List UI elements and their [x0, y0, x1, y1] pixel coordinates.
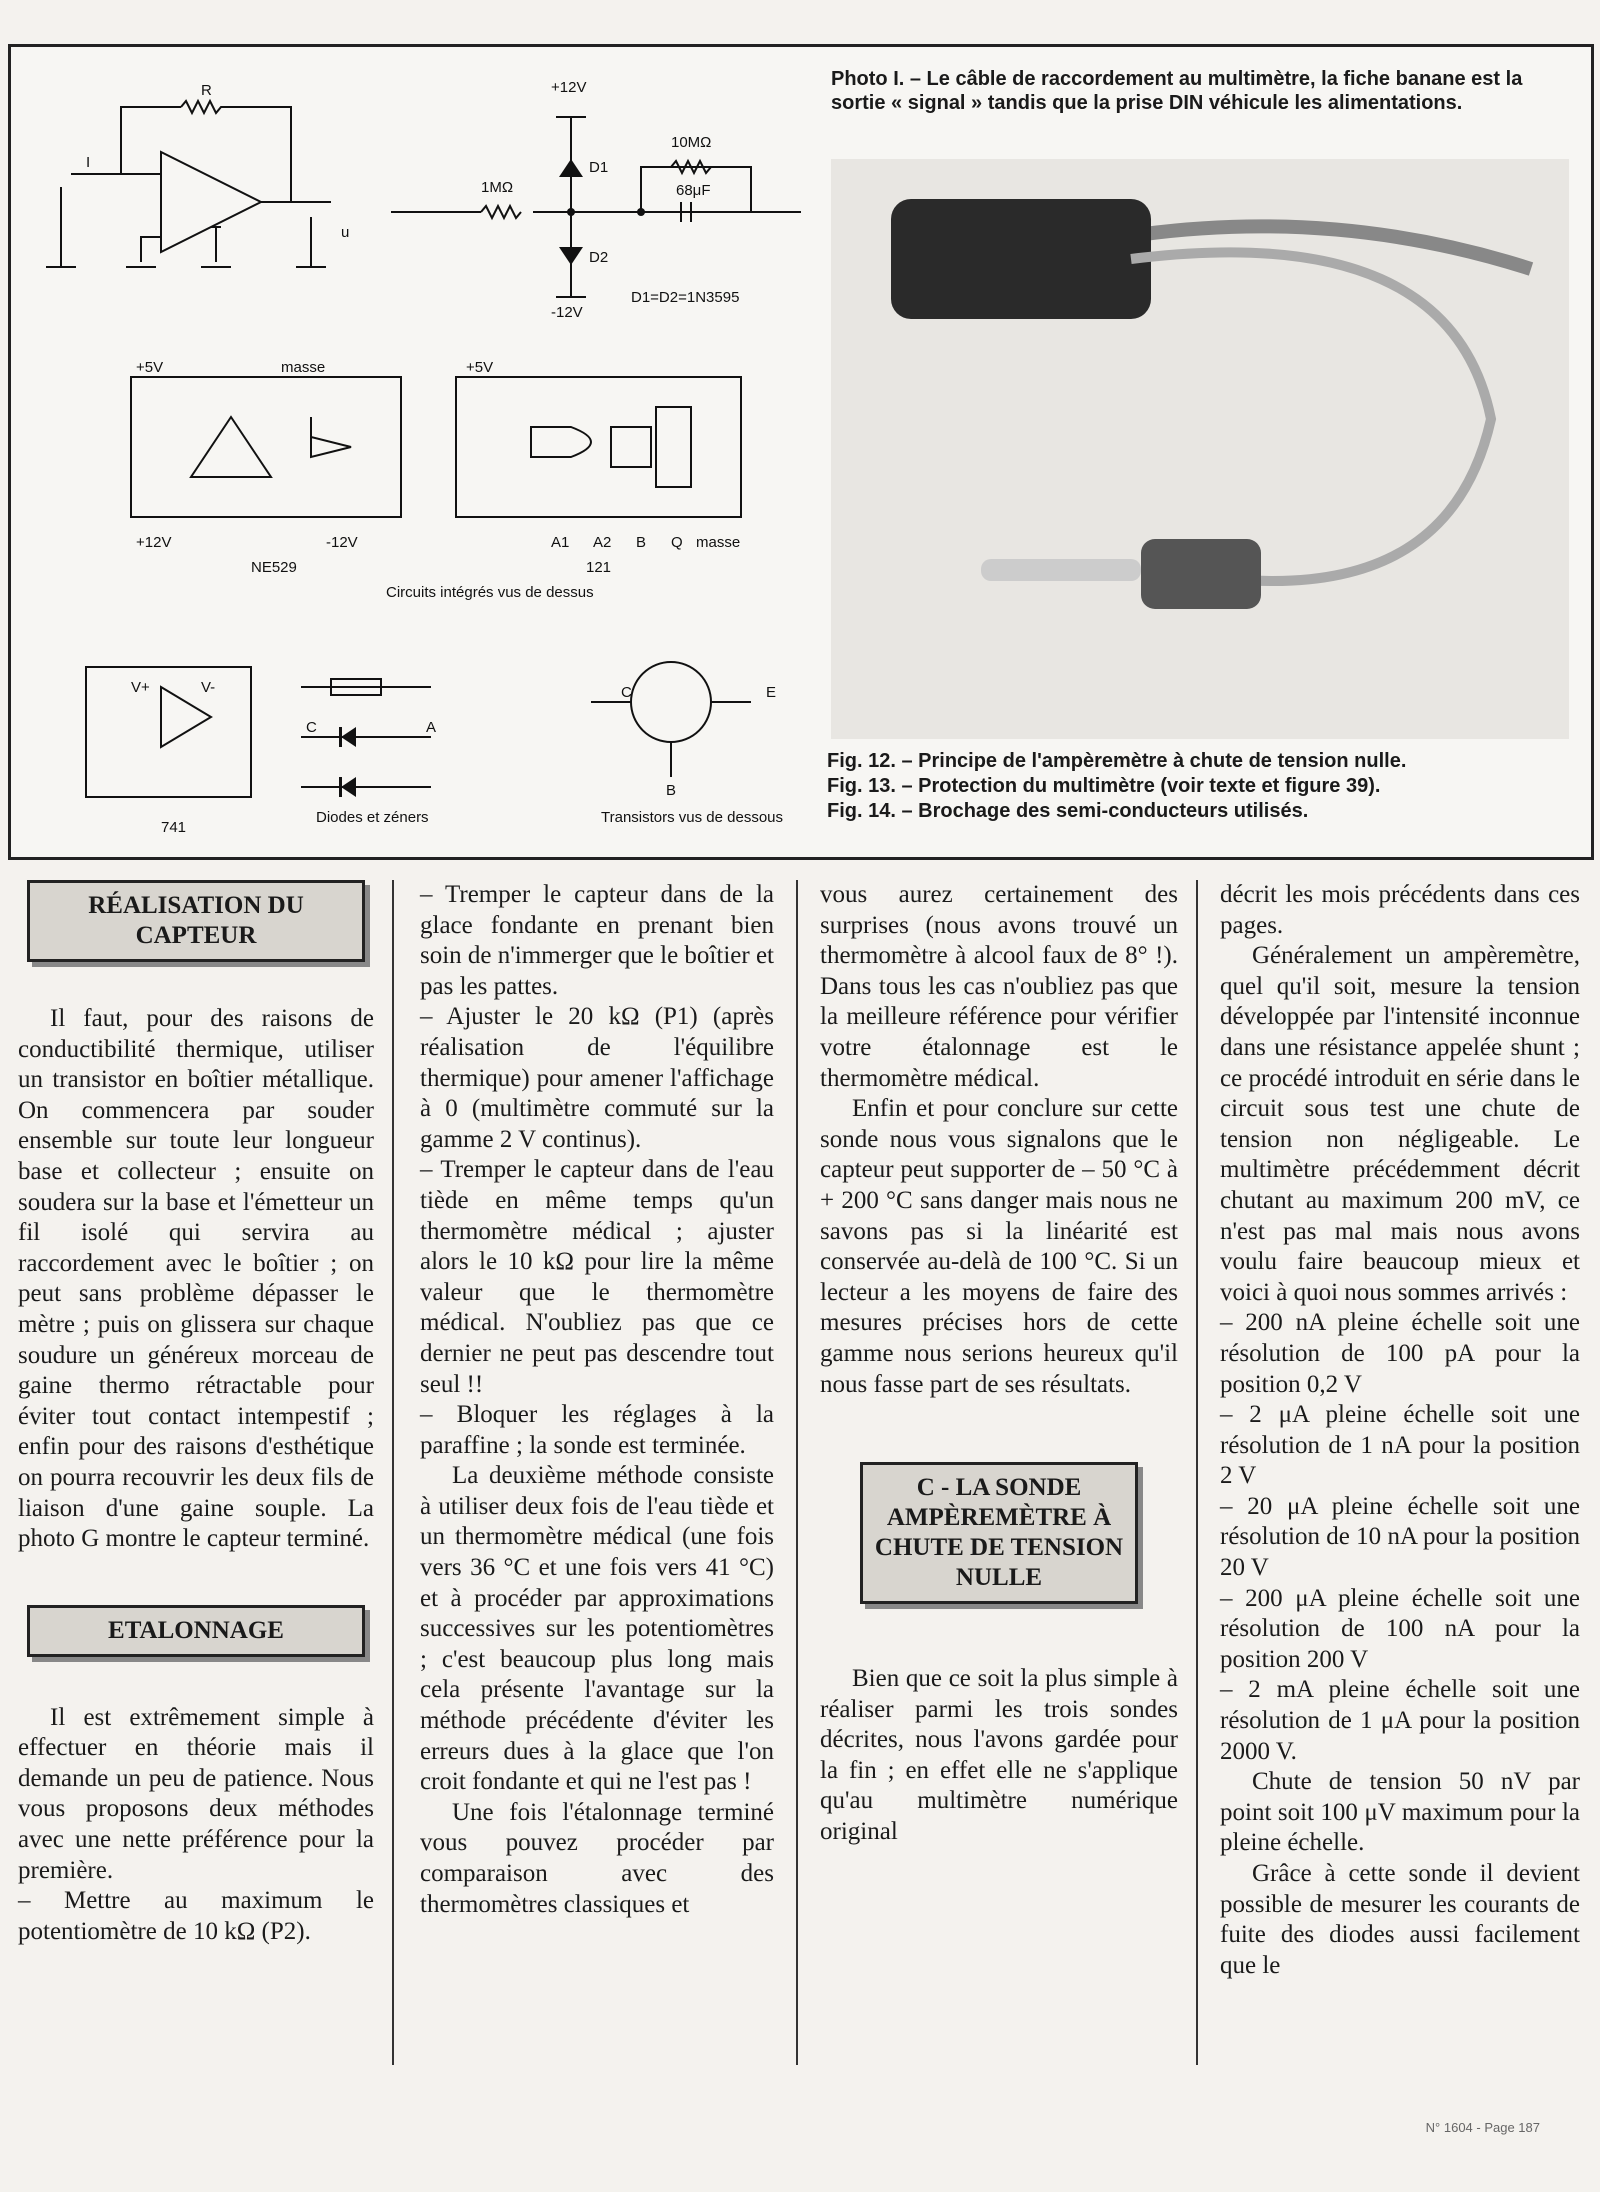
label-68uf: 68μF [676, 182, 711, 199]
label-p12v: +12V [551, 79, 587, 96]
label-m12v: -12V [551, 304, 583, 321]
figure-captions [827, 749, 1587, 824]
col2-p6: Une fois l'étalonnage terminé vous pouvez procéder par comparaison avec des thermomètres classiques et [420, 1798, 774, 1918]
label-5v-a: +5V [136, 359, 164, 376]
label-vminus: V- [201, 679, 216, 696]
label-u: u [341, 224, 350, 241]
fig12-caption: Fig. 12. – Principe de l'ampèremètre à chute de tension nulle. [827, 750, 1407, 772]
col4-p2: Généralement un ampèremètre, quel qu'il soit, mesure la tension développée par l'intensité inconnue dans une résistance appelée shunt ; ce procédé introduit en série dans le circuit sous test une chute de tension non négligeable. Le multimètre précédemment décrit chutant au maximum 200 mV, ce n'est pas mal mais nous avons voulu faire beaucoup mieux et voici à quoi nous sommes arrivés : [1220, 942, 1580, 1306]
label-masse-b: masse [696, 534, 741, 551]
label-b: B [636, 534, 647, 551]
page-number: N° 1604 - Page 187 [1425, 2120, 1540, 2135]
col4-p3: Chute de tension 50 nV par point soit 100 μV maximum pour la pleine échelle. [1220, 1768, 1580, 1857]
column-4 [1220, 880, 1580, 1981]
col4-p1: décrit les mois précédents dans ces pages. [1220, 881, 1580, 939]
diodes-caption: Diodes et zéners [316, 809, 429, 826]
col4-l3: – 20 μA pleine échelle soit une résolution de 10 nA pour la position 20 V [1220, 1492, 1580, 1582]
col2-p5: La deuxième méthode consiste à utiliser deux fois de l'eau tiède et un thermomètre médical (une fois vers 36 °C et une fois vers 41 °C) et à procéder par approximations successives sur les potentiomètres ; c'est beaucoup plus long mais cela présente l'avantage sur la méthode précédente d'éviter les erreurs dues à la glace que l'on croit fondante et qui ne l'est pas ! [420, 1462, 774, 1796]
column-1 [18, 880, 374, 1947]
col4-l1: – 200 nA pleine échelle soit une résolution de 100 pA pour la position 0,2 V [1220, 1309, 1580, 1398]
column-rule [392, 880, 394, 2065]
label-ne529: NE529 [251, 559, 297, 576]
label-1m: 1MΩ [481, 179, 514, 196]
label-tc: C [621, 684, 632, 701]
col2-p4: – Bloquer les réglages à la paraffine ; la sonde est terminée. [420, 1401, 774, 1459]
column-3 [820, 880, 1178, 1848]
col4-p4: Grâce à cette sonde il devient possible de mesurer les courants de fuite des diodes aussi facilement que le [1220, 1860, 1580, 1979]
label-a2: A2 [593, 534, 612, 551]
label-d1: D1 [589, 159, 609, 176]
col2-p3: – Tremper le capteur dans de l'eau tiède en même temps qu'un thermomètre médical ; ajuster alors le 10 kΩ pour lire la même valeur que le thermomètre médical. N'oubliez pas que ce dernier ne peut pas descendre tout seul !! [420, 1156, 774, 1398]
label-12v-b: +12V [136, 534, 172, 551]
col3-p2: Enfin et pour conclure sur cette sonde nous vous signalons que le capteur peut supporter de – 50 °C à + 200 °C sans danger mais nous ne savons pas si la linéarité est conservée au-delà de 100 °C. Si un lecteur a les moyens de faire des mesures précises hors de cette gamme nous serions heureux qu'il nous fasse part de ses résultats. [820, 1095, 1178, 1398]
col1-p3: – Mettre au maximum le potentiomètre de 10 kΩ (P2). [18, 1887, 374, 1945]
label-a1: A1 [551, 534, 570, 551]
label-vplus: V+ [131, 679, 150, 696]
label-I: I [86, 154, 91, 171]
col3-p1: vous aurez certainement des surprises (nous avons trouvé un thermomètre à alcool faux de 8° !). Dans tous les cas n'oubliez pas que la meilleure référence pour vérifier votre étalonnage est le thermomètre médical. [820, 881, 1178, 1092]
col1-p2: Il est extrêmement simple à effectuer en théorie mais il demande un peu de patience. Nous vous proposons deux méthodes avec une nette préférence pour la première. [18, 1703, 374, 1884]
label-tb: B [666, 782, 677, 799]
label-10m: 10MΩ [671, 134, 712, 151]
schematics [11, 47, 821, 857]
label-m12v-b: -12V [326, 534, 358, 551]
column-rule [796, 880, 798, 2065]
label-d2: D2 [589, 249, 609, 266]
fig14-caption: Fig. 14. – Brochage des semi-conducteurs utilisés. [827, 800, 1309, 822]
label-5v-b: +5V [466, 359, 494, 376]
label-a: A [426, 719, 437, 736]
photo-cable [831, 159, 1569, 739]
col2-p1: – Tremper le capteur dans de la glace fondante en prenant bien soin de n'immerger que le boîtier et pas les pattes. [420, 881, 774, 1000]
col1-p1: Il faut, pour des raisons de conductibilité thermique, utiliser un transistor en boîtier métallique. On commencera par souder ensemble sur toute leur longueur base et collecteur ; ensuite on soudera sur la base et l'émetteur un fil isolé qui servira au raccordement avec le boîtier ; on peut sans problème dépasser le mètre ; puis on glissera sur chaque soudure un généreux morceau de gaine thermo rétractable pour éviter tout contact intempestif ; enfin pour des raisons d'esthétique on pourra recouvrir les deux fils de liaison d'une gaine souple. La photo G montre le capteur terminé. [18, 1005, 374, 1553]
label-q: Q [671, 534, 683, 551]
heading-sonde: C - LA SONDE AMPÈREMÈTRE À CHUTE DE TENSION NULLE [860, 1462, 1138, 1604]
heading-realisation: RÉALISATION DU CAPTEUR [27, 880, 365, 962]
col2-p2: – Ajuster le 20 kΩ (P1) (après réalisation de l'équilibre thermique) pour amener l'affichage à 0 (multimètre commuté sur la gamme 2 V continus). [420, 1003, 774, 1153]
label-741: 741 [161, 819, 187, 836]
heading-etalonnage: ETALONNAGE [27, 1605, 365, 1657]
column-2 [420, 880, 774, 1920]
label-te: E [766, 684, 777, 701]
transistors-caption: Transistors vus de dessous [601, 809, 784, 826]
ic-caption: Circuits intégrés vus de dessus [386, 584, 594, 601]
figure-box [8, 44, 1594, 860]
col4-l5: – 2 mA pleine échelle soit une résolution de 1 μA pour la position 2000 V. [1220, 1676, 1580, 1765]
photo-caption: Photo I. – Le câble de raccordement au multimètre, la fiche banane est la sortie « signal » tandis que la prise DIN véhicule les alimentations. [831, 68, 1523, 114]
label-R: R [201, 82, 212, 99]
fig13-caption: Fig. 13. – Protection du multimètre (voir texte et figure 39). [827, 775, 1381, 797]
col4-l2: – 2 μA pleine échelle soit une résolution de 1 nA pour la position 2 V [1220, 1401, 1580, 1490]
col4-l4: – 200 μA pleine échelle soit une résolution de 100 nA pour la position 200 V [1220, 1584, 1580, 1673]
label-121: 121 [586, 559, 612, 576]
label-dd: D1=D2=1N3595 [631, 289, 740, 306]
label-masse-a: masse [281, 359, 326, 376]
col3-p3: Bien que ce soit la plus simple à réaliser parmi les trois sondes décrites, nous l'avons gardée pour la fin ; en effet elle ne s'applique qu'au multimètre numérique original [820, 1665, 1178, 1846]
column-rule [1196, 880, 1198, 2065]
label-c: C [306, 719, 317, 736]
